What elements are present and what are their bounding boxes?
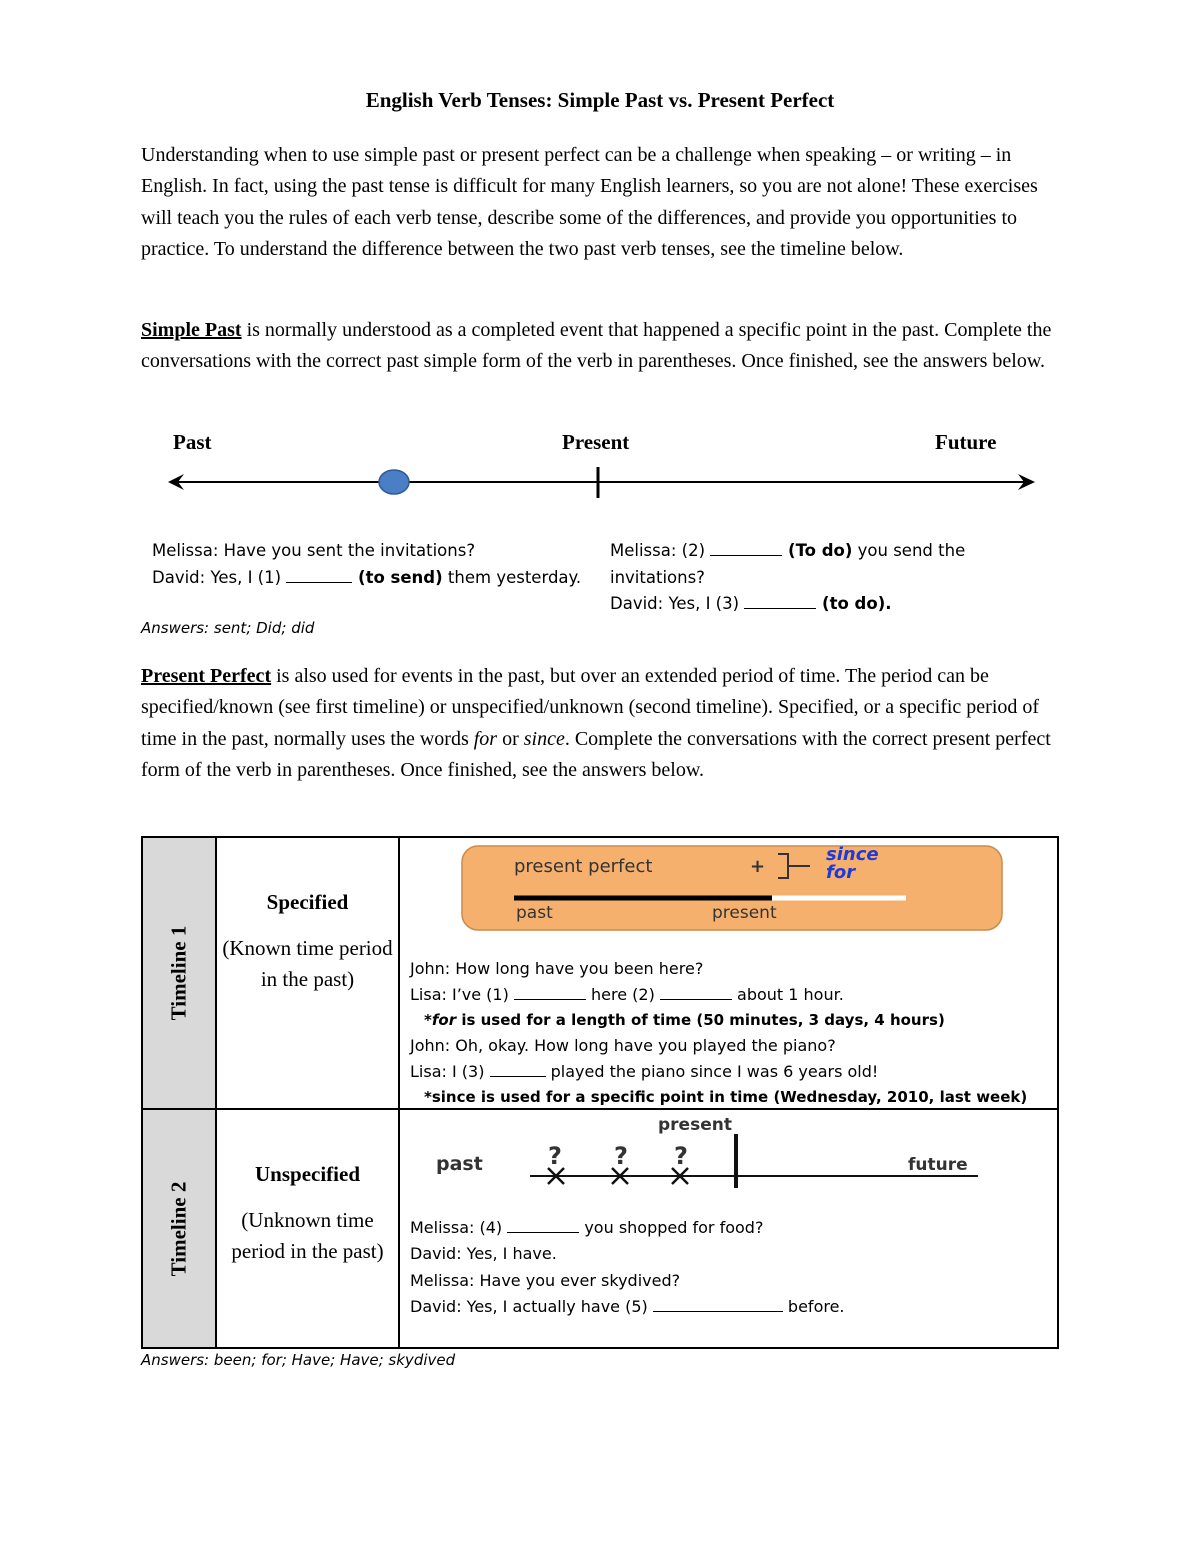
present-perfect-paragraph: Present Perfect is also used for events in the past, but over an extended period of time. The period can be specified/known (see first timeline) or unspecified/unknown (second timeline). Specified, or a specific period of time in the past, normally uses the words for or since. Complete the conversations with the correct present perfect form of the verb in parentheses. Once finished, see the answers below. — [141, 665, 1051, 782]
dialog-4-line-2: David: Yes, I have. — [410, 1244, 557, 1264]
timeline-past-label: Past — [173, 430, 212, 454]
dialog-1-line-2: David: Yes, I (1) (to send) them yesterday. — [152, 567, 582, 587]
simple-past-paragraph — [141, 315, 1061, 378]
word-since: since — [523, 727, 565, 750]
blank-pp-1 — [514, 999, 586, 1000]
diagram2-q3: ? — [674, 1142, 688, 1170]
blank-pp-4 — [507, 1232, 579, 1233]
row-header-timeline-1 — [142, 837, 216, 1109]
dialog-1-line-1: Melissa: Have you sent the invitations? — [152, 541, 476, 560]
dialog-3-line-4: John: Oh, okay. How long have you played the piano? — [410, 1036, 836, 1056]
timeline-present-label: Present — [562, 430, 630, 454]
timeline-2-label: Timeline 2 — [166, 1181, 191, 1276]
simple-past-heading: Simple Past — [141, 319, 242, 341]
unspecified-diagram — [430, 1112, 1040, 1202]
timeline-1-label: Timeline 1 — [166, 925, 191, 1021]
table-row-timeline-1 — [142, 837, 1058, 1109]
dialog-2-line-2: invitations? — [610, 567, 705, 587]
since-usage-note: *since is used for a specific point in time (Wednesday, 2010, last week) — [424, 1087, 1028, 1106]
dialog-1 — [152, 538, 581, 591]
specified-description: (Known time period in the past) — [222, 936, 393, 992]
dialog-4 — [410, 1215, 1060, 1321]
unspecified-description: (Unknown time period in the past) — [231, 1208, 384, 1264]
dialog-3-line-5: Lisa: I (3) played the piano since I was 6 years old! — [410, 1062, 879, 1082]
diagram-since: since — [826, 844, 879, 865]
timeline-1-content — [399, 837, 1058, 1109]
timeline-2-content — [399, 1109, 1058, 1348]
diagram-past: past — [516, 903, 553, 923]
timeline-future-label: Future — [935, 430, 997, 454]
diagram2-q2: ? — [614, 1142, 628, 1170]
dialog-3-line-1: John: How long have you been here? — [410, 959, 704, 978]
dialog-3-line-2: Lisa: I’ve (1) here (2) about 1 hour. — [410, 984, 844, 1004]
diagram-pp-text: present perfect — [514, 856, 653, 877]
row-header-timeline-2 — [142, 1109, 216, 1348]
blank-pp-5 — [653, 1311, 783, 1312]
blank-1 — [286, 582, 352, 583]
present-perfect-heading: Present Perfect — [141, 665, 272, 687]
blank-2 — [710, 555, 782, 556]
for-usage-note: *for is used for a length of time (50 minutes, 3 days, 4 hours) — [424, 1010, 945, 1029]
dialog-4-line-1: Melissa: (4) you shopped for food? — [410, 1218, 764, 1237]
blank-pp-3 — [490, 1076, 546, 1077]
answers-present-perfect: Answers: been; for; Have; Have; skydived — [141, 1351, 456, 1369]
diagram-present: present — [712, 903, 777, 923]
diagram2-q1: ? — [548, 1142, 562, 1170]
diagram-for: for — [826, 862, 856, 883]
blank-pp-2 — [660, 999, 732, 1000]
page-title: English Verb Tenses: Simple Past vs. Present Perfect — [365, 88, 835, 112]
dialog-2-line-3: David: Yes, I (3) (to do). — [610, 594, 892, 613]
present-perfect-diagram — [460, 844, 1006, 934]
timeline-table — [141, 836, 1059, 1349]
simple-past-text: is normally understood as a completed event that happened a specific point in the past. Complete the conversations with the correct past simple form of the verb in parentheses. Once finished, see the answers below. — [141, 319, 1052, 373]
blank-3 — [744, 608, 816, 609]
unspecified-cell — [216, 1109, 399, 1348]
simple-past-timeline — [160, 462, 1045, 502]
intro-paragraph: Understanding when to use simple past or present perfect can be a challenge when speaking – or writing – in English. In fact, using the past tense is difficult for many English learners, so you are not alone! These exercises will teach you the rules of each verb tense, describe some of the differences, and provide you opportunities to practice. To understand the difference between the two past verb tenses, see the timeline below. — [141, 144, 1038, 261]
dialog-3 — [410, 956, 1060, 1111]
diagram2-past: past — [436, 1153, 483, 1175]
specified-heading: Specified — [266, 890, 349, 914]
diagram-plus: + — [750, 856, 766, 877]
dialog-4-line-4: David: Yes, I actually have (5) before. — [410, 1297, 845, 1317]
dialog-2-line-1: Melissa: (2) (To do) you send the — [610, 541, 966, 560]
diagram2-present: present — [658, 1115, 732, 1135]
dialog-4-line-3: Melissa: Have you ever skydived? — [410, 1270, 681, 1290]
answers-simple-past: Answers: sent; Did; did — [141, 619, 315, 637]
word-for: for — [473, 727, 498, 750]
timeline-event-marker — [379, 470, 409, 494]
unspecified-heading: Unspecified — [255, 1162, 360, 1186]
specified-cell — [216, 837, 399, 1109]
diagram2-future: future — [908, 1155, 968, 1175]
table-row-timeline-2 — [142, 1109, 1058, 1348]
dialog-2 — [610, 538, 965, 618]
